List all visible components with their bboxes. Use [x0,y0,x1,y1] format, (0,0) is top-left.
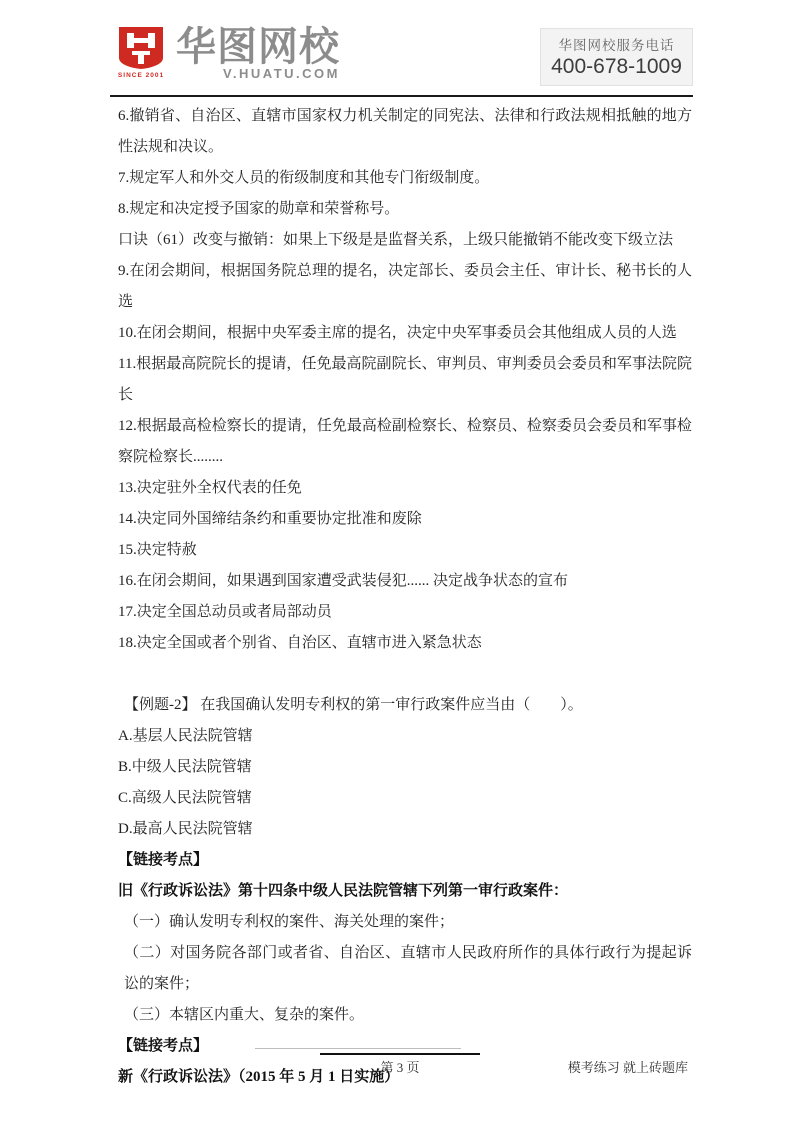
paragraph: 9.在闭会期间，根据国务院总理的提名，决定部长、委员会主任、审计长、秘书长的人选 [118,263,692,310]
service-phone-number: 400-678-1009 [551,55,682,78]
paragraph: 11.根据最高院院长的提请，任免最高院副院长、审判员、审判委员会委员和军事法院院长 [118,356,692,403]
paragraph: 12.根据最高检检察长的提请，任免最高检副检察长、检察员、检察委员会委员和军事检察院检察长........ [118,418,692,465]
footer-divider-light [255,1048,461,1049]
brand-name: 华图网校 [176,25,340,69]
paragraph: A.基层人民法院管辖 [118,728,253,744]
paragraph: 14.决定同外国缔结条约和重要协定批准和废除 [118,511,422,527]
paragraph [118,659,692,690]
paragraph: 【链接考点】 [118,852,209,868]
brand-domain: V.HUATU.COM [222,66,340,81]
paragraph: C.高级人民法院管辖 [118,790,252,806]
document-footer [110,1045,690,1085]
document-header [110,24,693,90]
paragraph: B.中级人民法院管辖 [118,759,252,775]
paragraph: 15.决定特赦 [118,542,197,558]
document-body [118,101,692,1093]
service-phone-label: 华图网校服务电话 [558,38,675,53]
paragraph: 口诀（61）改变与撤销：如果上下级是是监督关系，上级只能撤销不能改变下级立法 [118,232,674,248]
paragraph: 7.规定军人和外交人员的衔级制度和其他专门衔级制度。 [118,170,490,186]
paragraph: 16.在闭会期间，如果遇到国家遭受武装侵犯...... 决定战争状态的宣布 [118,573,569,589]
brand-block [176,26,340,81]
paragraph: 10.在闭会期间，根据中央军委主席的提名，决定中央军事委员会其他组成人员的人选 [118,325,677,341]
huatu-logo-icon [116,26,166,79]
service-phone-box [540,28,693,86]
logo-since-label: SINCE 2001 [117,72,165,79]
huatu-logo [116,26,340,81]
paragraph: （一）确认发明专利权的案件、海关处理的案件； [124,914,455,930]
paragraph: 【链接考点】 [118,1038,209,1054]
paragraph: （三）本辖区内重大、复杂的案件。 [124,1007,365,1023]
paragraph: 6.撤销省、自治区、直辖市国家权力机关制定的同宪法、法律和行政法规相抵触的地方性法规和决议。 [118,108,692,155]
page-number: 第 3 页 [380,1060,420,1075]
paragraph: （二）对国务院各部门或者省、自治区、直辖市人民政府所作的具体行政行为提起诉讼的案件； [124,945,692,992]
footer-divider-dark [320,1053,480,1055]
paragraph: 13.决定驻外全权代表的任免 [118,480,302,496]
header-divider [110,95,693,97]
footer-slogan: 模考练习 就上砖题库 [567,1060,688,1075]
paragraph: 新《行政诉讼法》（2015 年 5 月 1 日实施） [118,1069,400,1085]
paragraph: 17.决定全国总动员或者局部动员 [118,604,332,620]
paragraph: 18.决定全国或者个别省、自治区、直辖市进入紧急状态 [118,635,482,651]
paragraph: 【例题-2】 在我国确认发明专利权的第一审行政案件应当由（ ）。 [124,697,583,713]
paragraph: 旧《行政诉讼法》第十四条中级人民法院管辖下列第一审行政案件： [118,883,569,899]
paragraph: D.最高人民法院管辖 [118,821,253,837]
paragraph: 8.规定和决定授予国家的勋章和荣誉称号。 [118,201,400,217]
